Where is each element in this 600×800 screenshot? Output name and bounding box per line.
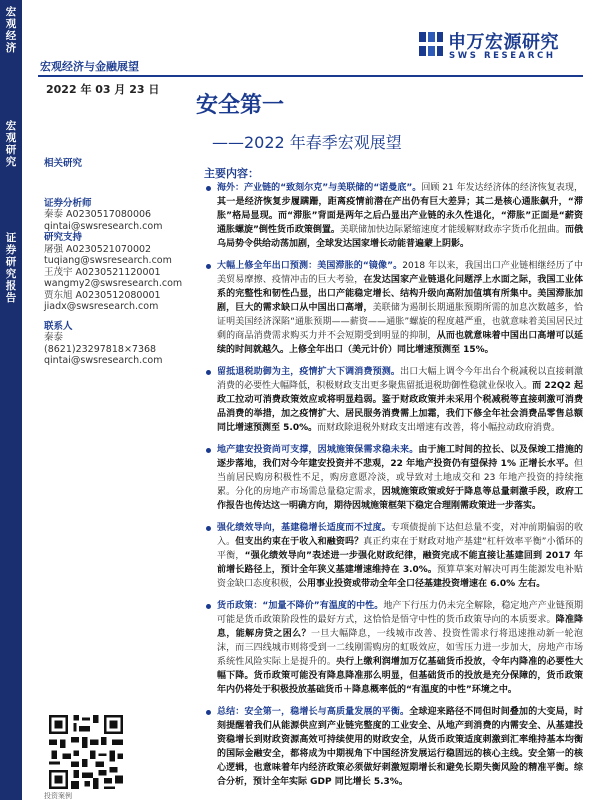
contact-phone: (8621)23297818×7368: [44, 343, 157, 355]
sidebar-label-macro-economy: 宏观经济: [5, 6, 17, 54]
bullet-text: 预算草案对解决可再生能源发电补贴资金缺口态度积极，: [217, 565, 583, 589]
sidebar-band: [0, 0, 22, 800]
logo-chinese-text: 申万宏源研究: [448, 32, 559, 53]
bullet-emphasis: 降准降息，能解房贷之困么？: [217, 615, 583, 639]
main-content: [205, 181, 583, 797]
bullet-text: 回顾 21 年发达经济体的经济恢复表现，: [421, 183, 583, 193]
bullet-heading: 总结：安全第一，稳增长与高质量发展的平衡。: [217, 707, 410, 717]
bullet-infrastructure: [205, 521, 583, 591]
bullet-text: 美联储加快边际紧缩速度才能缓解财政赤字货币化扭曲。: [339, 225, 565, 235]
bullet-text: 一旦大幅降息，一线城市改善、投资性需求行将迅速推动新一轮泡沫，而三四线城市则将受到一二线刚需购房的虹吸效应，如雪压力进一步加大，房地产市场系统性风险实际上是提升的。: [217, 629, 583, 667]
bullet-text: 真正约束在于财政对地产基建“杠杆效率平衡”小循环的平衡，: [217, 537, 583, 561]
bullet-exports: [205, 259, 583, 357]
support-name: 贾东旭 A0230512080001: [44, 289, 161, 301]
bullet-emphasis: 因城施策政策或好于降息等总量刺激手段，政府工作报告也传达这一明确方向，期待因城施策框架下稳定合理刚需政策进一步落实。: [217, 487, 583, 511]
contact-name: 秦泰: [44, 332, 64, 343]
bullet-text: 2018 年以来，我国出口产业链相继经历了中美贸易摩擦、疫情冲击的巨大考验，: [217, 261, 583, 285]
bullet-overseas: [205, 181, 583, 251]
contact-email[interactable]: qintai@swsresearch.com: [44, 355, 163, 366]
contact-label: 联系人: [44, 320, 73, 332]
bullet-emphasis: 但支出约束在于收入和融资吗？: [235, 537, 364, 547]
bullet-emphasis: “强化绩效导向”表述进一步强化财政纪律，融资完成不能直接让基建回到 2017 年前增长路径上，预计全年狭义基建增速维持在 3.0%。: [217, 551, 583, 575]
bullet-text: 出口大幅上调令今年出台个税减税以直接刺激消费的必要性大幅降低，积极财政支出更多聚焦留抵退税助御性稳就业保收入。: [217, 367, 583, 391]
bullet-heading: 地产建安投资尚可支撑，因城施策保需求稳未来。: [217, 445, 419, 455]
report-title: 安全第一: [196, 93, 285, 118]
bullet-text: 而财政除退税外财政支出增速有改善，将小幅拉动政府消费。: [317, 423, 561, 433]
bullet-emphasis: 而 22Q2 起政工拉动可消费政策效应或将明显趋弱。鉴于财政政策并未采用个税减税等直接刺激可消费品消费的举措，加之疫情扩大、居民服务消费需上加霜，我们下修全年社会消费品零售总额同比增速预测至 5.0%。: [217, 381, 583, 433]
bullet-text: 专项债提前下达但总量不变，对冲前期偏弱的收入。: [217, 523, 583, 547]
bullet-emphasis: 公用事业投资或带动全年全口径基建投资增速在 6.0% 左右。: [298, 579, 546, 589]
footer-label: 投资案例: [44, 792, 72, 800]
analyst-label: 证券分析师: [44, 197, 92, 209]
bullet-heading: 海外：产业链的“致刻尔克”与美联储的“诺曼底”。: [217, 183, 422, 193]
brand-mark-icon: [418, 30, 444, 58]
report-category: 宏观经济与金融展望: [40, 60, 139, 73]
bullet-text: 地产下行压力仍未完全解除，稳定地产产业链预期可能是货币政策阶段性的最好方式，这恰恰是悟守中性的货币政策导向的本质要求。: [217, 601, 583, 625]
bullet-property: [205, 443, 583, 513]
header-divider: [38, 75, 583, 77]
bullet-heading: 大幅上修全年出口预测：美国滞胀的“镜像”。: [217, 261, 403, 271]
support-email[interactable]: wangmy2@swsresearch.com: [44, 278, 183, 289]
bullet-consumption: [205, 365, 583, 435]
bullet-emphasis: 由于施工时间的拉长、以及保竣工措施的逐步落地，我们对今年建安投资并不悲观，22 年地产投资仍有望保持 1% 正增长水平。: [217, 445, 583, 469]
bullet-emphasis: 其一是经济恢复步履蹒跚，距离疫情前潜在产出仍有巨大差异；其二是核心通胀飙升，“滞胀”格局显现。而“滞胀”背面是两年之后凸显出产业链的永久性退化，“滞胀”正面是“薪资通胀螺旋”倒性货币政策倒置。: [217, 197, 583, 235]
qr-code-icon: [46, 712, 126, 792]
author-column: [44, 158, 184, 367]
bullet-summary: [205, 705, 583, 789]
report-date: 2022 年 03 月 23 日: [46, 83, 160, 96]
sidebar-label-macro-research: 宏观研究: [5, 120, 17, 168]
bullet-heading: 留抵退税助御为主，疫情扩大下调消费预测。: [217, 367, 401, 377]
bullet-text: 美联储为遏制长期通胀预期所需的加息次数越多，恰证明美国经济深陷“通胀预期——薪资——通胀”螺旋的程度越严重，也就意味着美国居民过剩的商品消费需求购买力并不会短期受到明显的抑制，: [217, 303, 583, 341]
bullet-emphasis: 全球迎来路径不同但时间叠加的大变局，时刻提醒着我们从能源供应到产业链完整度的工业安全、从地产到消费的内需安全、从基建投资稳增长到财政资源高效可持续使用的财政安全，从货币政策适度刺激到汇率维持基本均衡的国际金融安全，都将成为中期视角下中国经济发展运行稳固远的核心主线。安全第一的核心逻辑，也意味着年内经济政策必须做好刺激短期增长和避免长期失衡风险的精准平衡。综合分析，预计全年实际 GDP 同比增长 5.3%。: [217, 707, 583, 787]
support-name: 屠强 A0230521070002: [44, 243, 152, 255]
main-content-label: 主要内容：: [204, 167, 259, 180]
bullet-monetary-policy: [205, 599, 583, 697]
support-email[interactable]: jiadx@swsresearch.com: [44, 301, 159, 312]
bullet-emphasis: 从而也就意味着中国出口高增可以延续的时间就越久。上修全年出口（美元计价）同比增速预测至 15%。: [217, 331, 583, 355]
support-name: 王茂宇 A0230521120001: [44, 266, 161, 278]
analyst-email[interactable]: qintai@swsresearch.com: [44, 220, 163, 232]
bullet-text: 但当前居民购房积极性不足，购房意愿冷淡，或导致对土地成交和 23 年地产投资的持续拖累。分化的房地产市场需总量稳定需求，: [217, 459, 583, 497]
bullet-emphasis: 在发达国家产业链退化问题浮上水面之际，我国工业体系的完整性和韧性凸显，出口产能稳定增长、结构升级向高附加值填有所集中。美国滞胀加剧，巨大的需求缺口从中国出口高增，: [217, 275, 583, 313]
related-research-label: 相关研究: [44, 158, 83, 169]
bullet-emphasis: 而俄乌局势令供给动荡加剧，全球发达国家增长动能普遍蒙上阴影。: [217, 225, 583, 249]
research-support-label: 研究支持: [44, 232, 83, 243]
support-email[interactable]: tuqiang@swsresearch.com: [44, 255, 172, 266]
logo-english-text: SWS RESEARCH: [449, 51, 556, 61]
report-subtitle: ——2022 年春季宏观展望: [212, 133, 402, 152]
bullet-heading: 强化绩效导向，基建稳增长适度而不过度。: [217, 523, 391, 533]
bullet-emphasis: 央行上缴利润增加万亿基础货币投放，令年内降准的必要性大幅下降。货币政策可能没有降息降准那么明显，但基础货币的投放是充分保障的，货币政策年内仍将处于积极投放基础货币＋降息概率低的“有温度的中性”环境之中。: [217, 657, 583, 695]
analyst-name: 秦泰 A0230517080006: [44, 209, 152, 220]
bullet-heading: 货币政策：“加量不降价”有温度的中性。: [217, 601, 384, 611]
brand-logo: [418, 28, 578, 64]
sidebar-label-securities-report: 证券研究报告: [5, 232, 17, 304]
